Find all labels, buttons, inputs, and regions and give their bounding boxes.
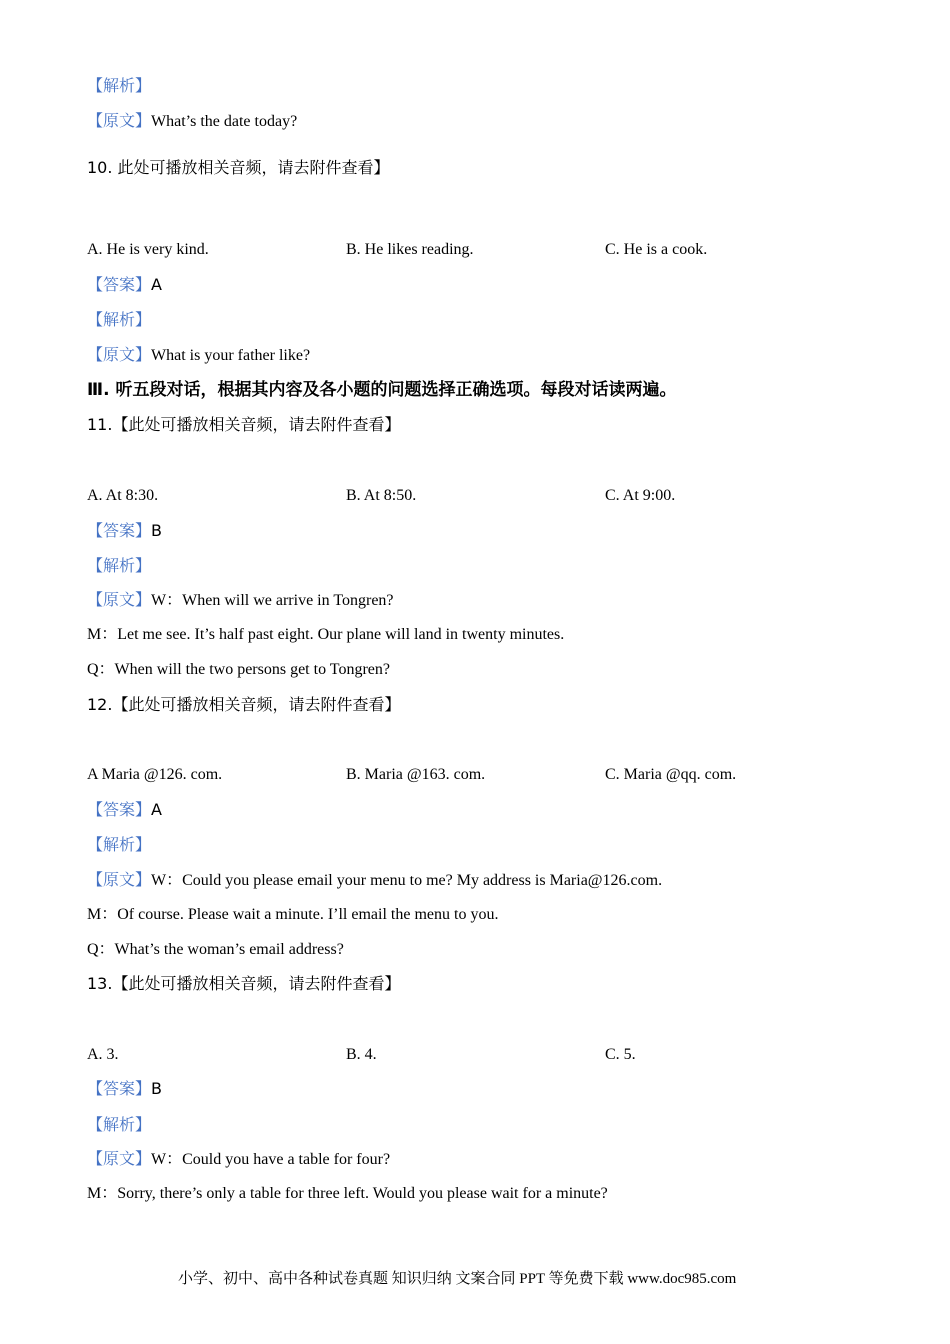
answer-line — [87, 275, 162, 295]
dialogue-line: M：Sorry, there’s only a table for three left. Would you please wait for a minute? — [87, 1185, 608, 1202]
answer-label: 【答案】 — [87, 1079, 152, 1098]
answer-value: A — [151, 800, 162, 819]
q12-original: W：Could you please email your menu to me? My address is Maria@126.com. — [151, 872, 663, 889]
original-label: 【原文】 — [87, 870, 152, 889]
answer-label: 【答案】 — [87, 800, 152, 819]
analysis-label: 【解析】 — [87, 835, 152, 854]
answer-value: A — [151, 275, 162, 294]
question-line: Q：When will the two persons get to Tongren? — [87, 661, 390, 678]
original-text-line — [87, 111, 297, 132]
option-c: C. At 9:00. — [605, 487, 676, 504]
option-c: C. 5. — [605, 1046, 636, 1063]
option-b: B. 4. — [346, 1046, 377, 1063]
answer-label: 【答案】 — [87, 275, 152, 294]
option-c: C. Maria @qq. com. — [605, 766, 737, 783]
question-title: 10. 此处可播放相关音频，请去附件查看】 — [87, 158, 390, 177]
analysis-label: 【解析】 — [87, 556, 152, 575]
answer-line — [87, 521, 162, 541]
question-title: 12.【此处可播放相关音频，请去附件查看】 — [87, 695, 401, 714]
dialogue-line: M：Let me see. It’s half past eight. Our plane will land in twenty minutes. — [87, 626, 565, 643]
page-footer: 小学、初中、高中各种试卷真题 知识归纳 文案合同 PPT 等免费下载 www.doc985.com — [178, 1271, 737, 1287]
question-title: 13.【此处可播放相关音频，请去附件查看】 — [87, 974, 401, 993]
answer-line — [87, 1079, 162, 1099]
answer-label: 【答案】 — [87, 521, 152, 540]
section-heading: Ⅲ. 听五段对话，根据其内容及各小题的问题选择正确选项。每段对话读两遍。 — [87, 380, 677, 400]
option-b: B. Maria @163. com. — [346, 766, 486, 783]
question-line: Q：What’s the woman’s email address? — [87, 941, 344, 958]
original-label: 【原文】 — [87, 590, 152, 609]
answer-value: B — [151, 1079, 162, 1098]
original-text-line — [87, 590, 394, 611]
answer-line — [87, 800, 162, 820]
original-text-line — [87, 345, 310, 366]
q11-original: W：When will we arrive in Tongren? — [151, 592, 394, 609]
option-a: A. At 8:30. — [87, 487, 159, 504]
analysis-label: 【解析】 — [87, 310, 152, 329]
q10-original: What is your father like? — [151, 347, 311, 364]
original-label: 【原文】 — [87, 1149, 152, 1168]
q13-original: W：Could you have a table for four? — [151, 1151, 391, 1168]
analysis-label: 【解析】 — [87, 76, 152, 95]
option-a: A. He is very kind. — [87, 241, 209, 258]
original-label: 【原文】 — [87, 111, 152, 130]
dialogue-line: M：Of course. Please wait a minute. I’ll email the menu to you. — [87, 906, 499, 923]
question-title: 11.【此处可播放相关音频，请去附件查看】 — [87, 415, 401, 434]
option-b: B. He likes reading. — [346, 241, 474, 258]
answer-value: B — [151, 521, 162, 540]
original-text-line — [87, 870, 662, 891]
option-a: A Maria @126. com. — [87, 766, 223, 783]
q9-original: What’s the date today? — [151, 113, 298, 130]
option-b: B. At 8:50. — [346, 487, 417, 504]
option-a: A. 3. — [87, 1046, 119, 1063]
analysis-label: 【解析】 — [87, 1115, 152, 1134]
original-label: 【原文】 — [87, 345, 152, 364]
option-c: C. He is a cook. — [605, 241, 708, 258]
original-text-line — [87, 1149, 390, 1170]
